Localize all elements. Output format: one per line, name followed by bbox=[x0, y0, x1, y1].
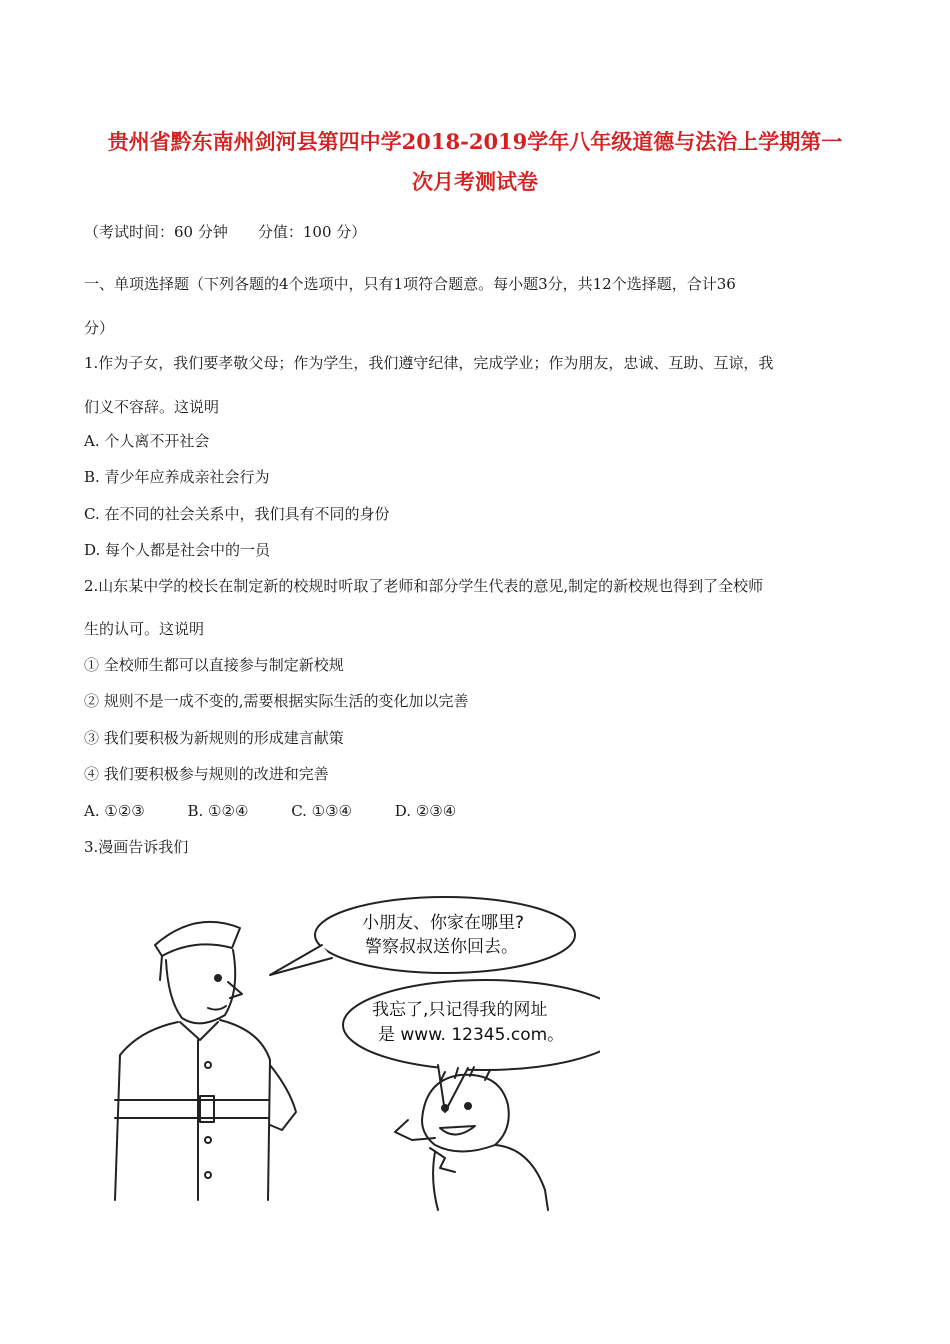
q3-stem: 3.漫画告诉我们 bbox=[84, 838, 189, 856]
section-heading-line1: 一、单项选择题（下列各题的4个选项中，只有1项符合题意。每小题3分，共12个选择题，合计36 bbox=[84, 275, 736, 293]
q2-stem-line1: 2.山东某中学的校长在制定新的校规时听取了老师和部分学生代表的意见,制定的新校规也得到了全校师 bbox=[84, 577, 764, 595]
bubble2-line1: 我忘了,只记得我的网址 bbox=[372, 1000, 548, 1020]
q1-option-c: C. 在不同的社会关系中，我们具有不同的身份 bbox=[84, 505, 390, 523]
bubble1-line2: 警察叔叔送你回去。 bbox=[365, 937, 518, 957]
q1-option-a: A. 个人离不开社会 bbox=[84, 432, 210, 450]
bubble2-line2: 是 www. 12345.com。 bbox=[378, 1025, 565, 1045]
speech-bubble-child bbox=[343, 980, 600, 1112]
q3-cartoon bbox=[100, 890, 600, 1220]
child-figure bbox=[395, 1067, 548, 1210]
exam-info: （考试时间：60 分钟 分值：100 分） bbox=[84, 223, 367, 241]
doc-title-line1: 贵州省黔东南州剑河县第四中学2018-2019学年八年级道德与法治上学期第一 bbox=[107, 129, 843, 154]
bubble1-line1: 小朋友、你家在哪里? bbox=[362, 913, 525, 933]
q1-stem-line2: 们义不容辞。这说明 bbox=[84, 398, 220, 416]
policeman-figure bbox=[115, 922, 296, 1200]
q2-option-a: A. ①②③ bbox=[84, 802, 145, 820]
section-heading-line2: 分） bbox=[84, 319, 115, 337]
q2-statement-1: ① 全校师生都可以直接参与制定新校规 bbox=[84, 656, 344, 674]
q2-statement-3: ③ 我们要积极为新规则的形成建言献策 bbox=[84, 729, 344, 747]
q2-statement-4: ④ 我们要积极参与规则的改进和完善 bbox=[84, 765, 329, 783]
q2-statement-2: ② 规则不是一成不变的,需要根据实际生活的变化加以完善 bbox=[84, 692, 469, 710]
q2-options bbox=[84, 800, 494, 822]
q1-option-d: D. 每个人都是社会中的一员 bbox=[84, 541, 271, 559]
q2-option-d: D. ②③④ bbox=[394, 802, 457, 820]
q2-option-b: B. ①②④ bbox=[187, 802, 249, 820]
q1-stem-line1: 1.作为子女，我们要孝敬父母；作为学生，我们遵守纪律，完成学业；作为朋友，忠诚、互助、互谅，我 bbox=[84, 354, 774, 372]
doc-title-line2: 次月考测试卷 bbox=[412, 169, 538, 194]
q2-option-c: C. ①③④ bbox=[291, 802, 353, 820]
q2-stem-line2: 生的认可。这说明 bbox=[84, 620, 205, 638]
speech-bubble-police bbox=[270, 897, 575, 975]
q1-option-b: B. 青少年应养成亲社会行为 bbox=[84, 468, 270, 486]
